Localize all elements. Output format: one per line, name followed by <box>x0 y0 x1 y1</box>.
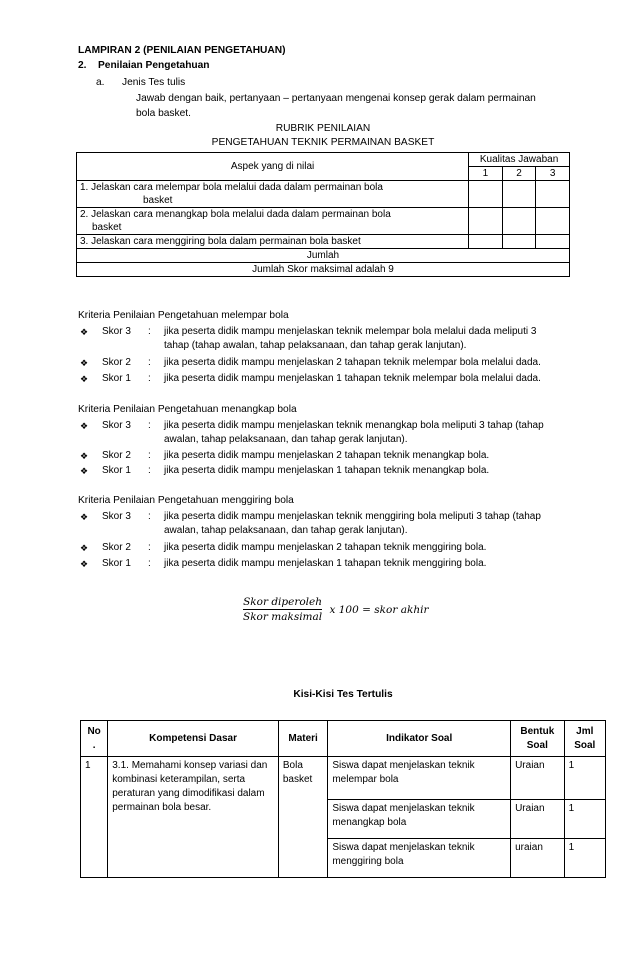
colon: : <box>148 420 151 431</box>
criteria-desc: jika peserta didik mampu menjelaskan teknik melempar bola melalui dada meliputi 3 tahap (tahap awalan, tahap pelaksanaan, dan tahap gerak lanjutan). <box>164 326 537 351</box>
section-number: 2. <box>78 60 87 71</box>
rubric-subtitle: PENGETAHUAN TEKNIK PERMAINAN BASKET <box>211 137 435 148</box>
diamond-bullet-icon: ❖ <box>80 421 89 431</box>
subsection-title: Jenis Tes tulis <box>122 77 186 88</box>
criteria-desc: jika peserta didik mampu menjelaskan 2 tahapan teknik menggiring bola. <box>164 542 487 553</box>
quality-header: Kualitas Jawaban <box>469 153 570 167</box>
score-cell[interactable] <box>469 181 503 208</box>
score-cell[interactable] <box>502 208 536 235</box>
kd-cell: 3.1. Memahami konsep variasi dan kombinasi keterampilan, serta peraturan yang dimodifikasi dalam permainan bola besar. <box>108 757 279 878</box>
indikator-cell: Siswa dapat menjelaskan teknik menggiring bola <box>328 839 511 878</box>
jml-cell: 1 <box>564 800 605 839</box>
rubric-question-2: 2. Jelaskan cara menangkap bola melalui dada dalam permainan bola <box>80 209 391 220</box>
colon: : <box>148 450 151 461</box>
instruction-line-1: Jawab dengan baik, pertanyaan – pertanyaan mengenai konsep gerak dalam permainan <box>136 93 536 104</box>
bentuk-cell: Uraian <box>511 757 565 800</box>
score-cell[interactable] <box>536 208 570 235</box>
formula-numerator: Skor diperoleh <box>243 596 323 608</box>
colon: : <box>148 357 151 368</box>
rubric-row <box>77 208 570 235</box>
row-no: 1 <box>81 757 108 878</box>
criteria-desc: jika peserta didik mampu menjelaskan 1 tahapan teknik menggiring bola. <box>164 558 487 569</box>
score-cell[interactable] <box>536 235 570 249</box>
rubric-question-3: 3. Jelaskan cara menggiring bola dalam permainan bola basket <box>77 235 469 249</box>
formula-fraction <box>243 595 322 624</box>
criteria-desc: jika peserta didik mampu menjelaskan 2 tahapan teknik melempar bola melalui dada. <box>164 357 541 368</box>
skor-label: Skor 1 <box>102 373 131 384</box>
score-header-2: 2 <box>502 167 536 181</box>
criteria-title-menangkap: Kriteria Penilaian Pengetahuan menangkap bola <box>78 404 297 415</box>
colon: : <box>148 373 151 384</box>
diamond-bullet-icon: ❖ <box>80 559 89 569</box>
criteria-item <box>80 510 610 538</box>
rubric-table <box>76 152 570 277</box>
criteria-desc: jika peserta didik mampu menjelaskan 1 tahapan teknik melempar bola melalui dada. <box>164 373 541 384</box>
score-cell[interactable] <box>536 181 570 208</box>
score-header-3: 3 <box>536 167 570 181</box>
score-cell[interactable] <box>469 208 503 235</box>
rubric-question-1-cont: basket <box>143 195 173 206</box>
rubric-question-1: 1. Jelaskan cara melempar bola melalui dada dalam permainan bola <box>80 182 383 193</box>
skor-label: Skor 2 <box>102 450 131 461</box>
col-materi: Materi <box>278 721 327 757</box>
criteria-desc: jika peserta didik mampu menjelaskan 1 tahapan teknik menangkap bola. <box>164 465 490 476</box>
colon: : <box>148 542 151 553</box>
criteria-item <box>80 325 610 353</box>
col-kompetensi: Kompetensi Dasar <box>108 721 279 757</box>
criteria-desc: jika peserta didik mampu menjelaskan teknik menggiring bola meliputi 3 tahap (tahap awalan, tahap pelaksanaan, dan tahap gerak lanjutan). <box>164 511 541 536</box>
criteria-desc: jika peserta didik mampu menjelaskan teknik menangkap bola meliputi 3 tahap (tahap awalan, tahap pelaksanaan, dan tahap gerak lanjutan). <box>164 420 544 445</box>
col-bentuk: Bentuk Soal <box>511 721 565 757</box>
score-formula <box>243 595 428 624</box>
skor-label: Skor 1 <box>102 558 131 569</box>
rubric-row <box>77 181 570 208</box>
diamond-bullet-icon: ❖ <box>80 466 89 476</box>
skor-label: Skor 3 <box>102 326 131 337</box>
colon: : <box>148 511 151 522</box>
formula-rest: x 100 = skor akhir <box>329 603 429 616</box>
score-cell[interactable] <box>502 235 536 249</box>
kisi-title: Kisi-Kisi Tes Tertulis <box>293 689 393 700</box>
col-indikator: Indikator Soal <box>328 721 511 757</box>
diamond-bullet-icon: ❖ <box>80 451 89 461</box>
score-cell[interactable] <box>502 181 536 208</box>
bentuk-cell: Uraian <box>511 800 565 839</box>
kisi-table <box>80 720 606 878</box>
bentuk-cell: uraian <box>511 839 565 878</box>
colon: : <box>148 558 151 569</box>
col-no: No . <box>81 721 108 757</box>
skor-label: Skor 3 <box>102 511 131 522</box>
colon: : <box>148 465 151 476</box>
rubric-title: RUBRIK PENILAIAN <box>275 123 371 134</box>
jumlah-skor-row: Jumlah Skor maksimal adalah 9 <box>77 263 570 277</box>
criteria-title-menggiring: Kriteria Penilaian Pengetahuan menggiring bola <box>78 495 294 506</box>
criteria-title-melempar: Kriteria Penilaian Pengetahuan melempar bola <box>78 310 289 321</box>
jumlah-row: Jumlah <box>77 249 570 263</box>
materi-cell: Bola basket <box>278 757 327 878</box>
table-row <box>81 757 606 800</box>
colon: : <box>148 326 151 337</box>
diamond-bullet-icon: ❖ <box>80 327 89 337</box>
diamond-bullet-icon: ❖ <box>80 374 89 384</box>
jml-cell: 1 <box>564 757 605 800</box>
diamond-bullet-icon: ❖ <box>80 358 89 368</box>
skor-label: Skor 2 <box>102 542 131 553</box>
lampiran-title: LAMPIRAN 2 (PENILAIAN PENGETAHUAN) <box>78 45 286 56</box>
diamond-bullet-icon: ❖ <box>80 512 89 522</box>
subsection-number: a. <box>96 77 105 88</box>
skor-label: Skor 1 <box>102 465 131 476</box>
col-jml: Jml Soal <box>564 721 605 757</box>
rubric-row <box>77 235 570 249</box>
formula-denominator: Skor maksimal <box>243 611 323 623</box>
diamond-bullet-icon: ❖ <box>80 543 89 553</box>
skor-label: Skor 3 <box>102 420 131 431</box>
score-header-1: 1 <box>469 167 503 181</box>
indikator-cell: Siswa dapat menjelaskan teknik melempar bola <box>328 757 511 800</box>
skor-label: Skor 2 <box>102 357 131 368</box>
rubric-question-2-cont: basket <box>92 222 122 233</box>
criteria-item <box>80 419 610 447</box>
criteria-desc: jika peserta didik mampu menjelaskan 2 tahapan teknik menangkap bola. <box>164 450 490 461</box>
score-cell[interactable] <box>469 235 503 249</box>
instruction-line-2: bola basket. <box>136 108 191 119</box>
section-title: Penilaian Pengetahuan <box>98 60 210 71</box>
aspect-header: Aspek yang di nilai <box>77 153 469 181</box>
indikator-cell: Siswa dapat menjelaskan teknik menangkap bola <box>328 800 511 839</box>
jml-cell: 1 <box>564 839 605 878</box>
